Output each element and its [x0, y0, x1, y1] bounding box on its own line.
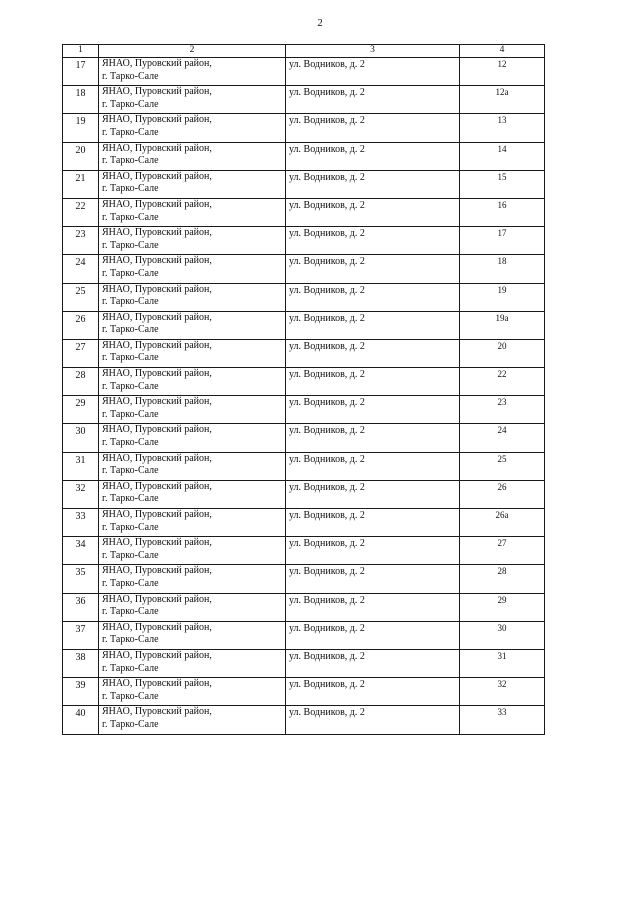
column-header-3: 3	[286, 45, 460, 58]
location-city: г. Тарко-Сале	[102, 239, 159, 251]
street-address: ул. Водников, д. 2	[286, 142, 460, 170]
location-cell	[99, 198, 286, 226]
location-region: ЯНАО, Пуровский район,	[102, 114, 212, 126]
location-city: г. Тарко-Сале	[102, 521, 159, 533]
unit-number: 33	[460, 706, 545, 734]
location-region: ЯНАО, Пуровский район,	[102, 283, 212, 295]
unit-number: 25	[460, 452, 545, 480]
street-address: ул. Водников, д. 2	[286, 227, 460, 255]
street-address: ул. Водников, д. 2	[286, 621, 460, 649]
unit-number: 17	[460, 227, 545, 255]
street-address: ул. Водников, д. 2	[286, 86, 460, 114]
table-row	[63, 706, 545, 734]
location-region: ЯНАО, Пуровский район,	[102, 593, 212, 605]
location-cell	[99, 255, 286, 283]
location-city: г. Тарко-Сале	[102, 662, 159, 674]
unit-number: 28	[460, 565, 545, 593]
row-number: 23	[63, 227, 99, 255]
street-address: ул. Водников, д. 2	[286, 480, 460, 508]
table-row	[63, 452, 545, 480]
unit-number: 29	[460, 593, 545, 621]
location-cell	[99, 283, 286, 311]
street-address: ул. Водников, д. 2	[286, 452, 460, 480]
row-number: 39	[63, 678, 99, 706]
row-number: 18	[63, 86, 99, 114]
location-city: г. Тарко-Сале	[102, 634, 159, 646]
location-cell	[99, 396, 286, 424]
table-row	[63, 58, 545, 86]
row-number: 40	[63, 706, 99, 734]
street-address: ул. Водников, д. 2	[286, 255, 460, 283]
table-row	[63, 537, 545, 565]
street-address: ул. Водников, д. 2	[286, 114, 460, 142]
location-city: г. Тарко-Сале	[102, 183, 159, 195]
unit-number: 31	[460, 649, 545, 677]
location-cell	[99, 114, 286, 142]
row-number: 38	[63, 649, 99, 677]
row-number: 21	[63, 170, 99, 198]
location-region: ЯНАО, Пуровский район,	[102, 142, 212, 154]
location-city: г. Тарко-Сале	[102, 98, 159, 110]
location-region: ЯНАО, Пуровский район,	[102, 649, 212, 661]
location-cell	[99, 311, 286, 339]
location-cell	[99, 339, 286, 367]
unit-number: 13	[460, 114, 545, 142]
location-region: ЯНАО, Пуровский район,	[102, 678, 212, 690]
unit-number: 18	[460, 255, 545, 283]
table-row	[63, 86, 545, 114]
location-cell	[99, 649, 286, 677]
row-number: 20	[63, 142, 99, 170]
table-row	[63, 424, 545, 452]
location-city: г. Тарко-Сале	[102, 465, 159, 477]
location-region: ЯНАО, Пуровский район,	[102, 368, 212, 380]
location-city: г. Тарко-Сале	[102, 493, 159, 505]
location-cell	[99, 58, 286, 86]
location-cell	[99, 565, 286, 593]
location-region: ЯНАО, Пуровский район,	[102, 255, 212, 267]
unit-number: 12а	[460, 86, 545, 114]
street-address: ул. Водников, д. 2	[286, 424, 460, 452]
table-row	[63, 396, 545, 424]
unit-number: 27	[460, 537, 545, 565]
row-number: 32	[63, 480, 99, 508]
location-region: ЯНАО, Пуровский район,	[102, 621, 212, 633]
location-city: г. Тарко-Сале	[102, 690, 159, 702]
street-address: ул. Водников, д. 2	[286, 593, 460, 621]
location-cell	[99, 368, 286, 396]
table-row	[63, 368, 545, 396]
location-region: ЯНАО, Пуровский район,	[102, 706, 212, 718]
table-row	[63, 593, 545, 621]
table-row	[63, 311, 545, 339]
location-city: г. Тарко-Сале	[102, 267, 159, 279]
street-address: ул. Водников, д. 2	[286, 339, 460, 367]
location-cell	[99, 480, 286, 508]
unit-number: 12	[460, 58, 545, 86]
street-address: ул. Водников, д. 2	[286, 509, 460, 537]
table-row	[63, 621, 545, 649]
address-registry-table	[62, 44, 545, 735]
column-header-4: 4	[460, 45, 545, 58]
location-city: г. Тарко-Сале	[102, 718, 159, 730]
location-cell	[99, 142, 286, 170]
location-cell	[99, 706, 286, 734]
table-row	[63, 283, 545, 311]
unit-number: 26	[460, 480, 545, 508]
location-city: г. Тарко-Сале	[102, 211, 159, 223]
row-number: 30	[63, 424, 99, 452]
row-number: 26	[63, 311, 99, 339]
street-address: ул. Водников, д. 2	[286, 198, 460, 226]
unit-number: 19	[460, 283, 545, 311]
location-cell	[99, 621, 286, 649]
location-region: ЯНАО, Пуровский район,	[102, 58, 212, 69]
street-address: ул. Водников, д. 2	[286, 706, 460, 734]
location-cell	[99, 227, 286, 255]
row-number: 17	[63, 58, 99, 86]
street-address: ул. Водников, д. 2	[286, 649, 460, 677]
location-cell	[99, 452, 286, 480]
unit-number: 22	[460, 368, 545, 396]
location-city: г. Тарко-Сале	[102, 408, 159, 420]
table-row	[63, 142, 545, 170]
street-address: ул. Водников, д. 2	[286, 537, 460, 565]
street-address: ул. Водников, д. 2	[286, 283, 460, 311]
location-region: ЯНАО, Пуровский район,	[102, 170, 212, 182]
table-row	[63, 480, 545, 508]
location-region: ЯНАО, Пуровский район,	[102, 509, 212, 520]
table-body	[63, 58, 545, 735]
location-region: ЯНАО, Пуровский район,	[102, 339, 212, 351]
table-row	[63, 339, 545, 367]
street-address: ул. Водников, д. 2	[286, 311, 460, 339]
unit-number: 24	[460, 424, 545, 452]
unit-number: 15	[460, 170, 545, 198]
location-city: г. Тарко-Сале	[102, 606, 159, 618]
table-row	[63, 678, 545, 706]
row-number: 31	[63, 452, 99, 480]
unit-number: 16	[460, 198, 545, 226]
column-header-2: 2	[99, 45, 286, 58]
location-region: ЯНАО, Пуровский район,	[102, 396, 212, 408]
location-city: г. Тарко-Сале	[102, 437, 159, 449]
location-region: ЯНАО, Пуровский район,	[102, 537, 212, 549]
unit-number: 26а	[460, 509, 545, 537]
location-region: ЯНАО, Пуровский район,	[102, 480, 212, 492]
table-row	[63, 649, 545, 677]
row-number: 29	[63, 396, 99, 424]
row-number: 25	[63, 283, 99, 311]
location-city: г. Тарко-Сале	[102, 352, 159, 364]
location-cell	[99, 509, 286, 537]
table-row	[63, 255, 545, 283]
street-address: ул. Водников, д. 2	[286, 565, 460, 593]
location-cell	[99, 170, 286, 198]
row-number: 35	[63, 565, 99, 593]
row-number: 34	[63, 537, 99, 565]
location-city: г. Тарко-Сале	[102, 380, 159, 392]
street-address: ул. Водников, д. 2	[286, 58, 460, 86]
row-number: 33	[63, 509, 99, 537]
table-header-row	[63, 45, 545, 58]
table-row	[63, 170, 545, 198]
location-city: г. Тарко-Сале	[102, 296, 159, 308]
street-address: ул. Водников, д. 2	[286, 396, 460, 424]
row-number: 19	[63, 114, 99, 142]
unit-number: 30	[460, 621, 545, 649]
street-address: ул. Водников, д. 2	[286, 368, 460, 396]
unit-number: 23	[460, 396, 545, 424]
table-row	[63, 198, 545, 226]
location-region: ЯНАО, Пуровский район,	[102, 452, 212, 464]
unit-number: 32	[460, 678, 545, 706]
unit-number: 14	[460, 142, 545, 170]
location-cell	[99, 424, 286, 452]
row-number: 27	[63, 339, 99, 367]
location-cell	[99, 86, 286, 114]
table-row	[63, 227, 545, 255]
row-number: 24	[63, 255, 99, 283]
street-address: ул. Водников, д. 2	[286, 678, 460, 706]
location-cell	[99, 593, 286, 621]
location-region: ЯНАО, Пуровский район,	[102, 227, 212, 239]
location-region: ЯНАО, Пуровский район,	[102, 311, 212, 323]
location-city: г. Тарко-Сале	[102, 549, 159, 561]
column-header-1: 1	[63, 45, 99, 58]
location-region: ЯНАО, Пуровский район,	[102, 565, 212, 577]
row-number: 37	[63, 621, 99, 649]
unit-number: 19а	[460, 311, 545, 339]
table-row	[63, 509, 545, 537]
table-row	[63, 114, 545, 142]
location-cell	[99, 537, 286, 565]
location-city: г. Тарко-Сале	[102, 324, 159, 336]
location-city: г. Тарко-Сале	[102, 155, 159, 167]
unit-number: 20	[460, 339, 545, 367]
row-number: 36	[63, 593, 99, 621]
location-city: г. Тарко-Сале	[102, 126, 159, 138]
row-number: 28	[63, 368, 99, 396]
row-number: 22	[63, 198, 99, 226]
page-number: 2	[317, 17, 323, 29]
location-city: г. Тарко-Сале	[102, 70, 159, 82]
location-city: г. Тарко-Сале	[102, 577, 159, 589]
street-address: ул. Водников, д. 2	[286, 170, 460, 198]
location-region: ЯНАО, Пуровский район,	[102, 424, 212, 436]
location-region: ЯНАО, Пуровский район,	[102, 86, 212, 98]
location-cell	[99, 678, 286, 706]
location-region: ЯНАО, Пуровский район,	[102, 198, 212, 210]
table-row	[63, 565, 545, 593]
